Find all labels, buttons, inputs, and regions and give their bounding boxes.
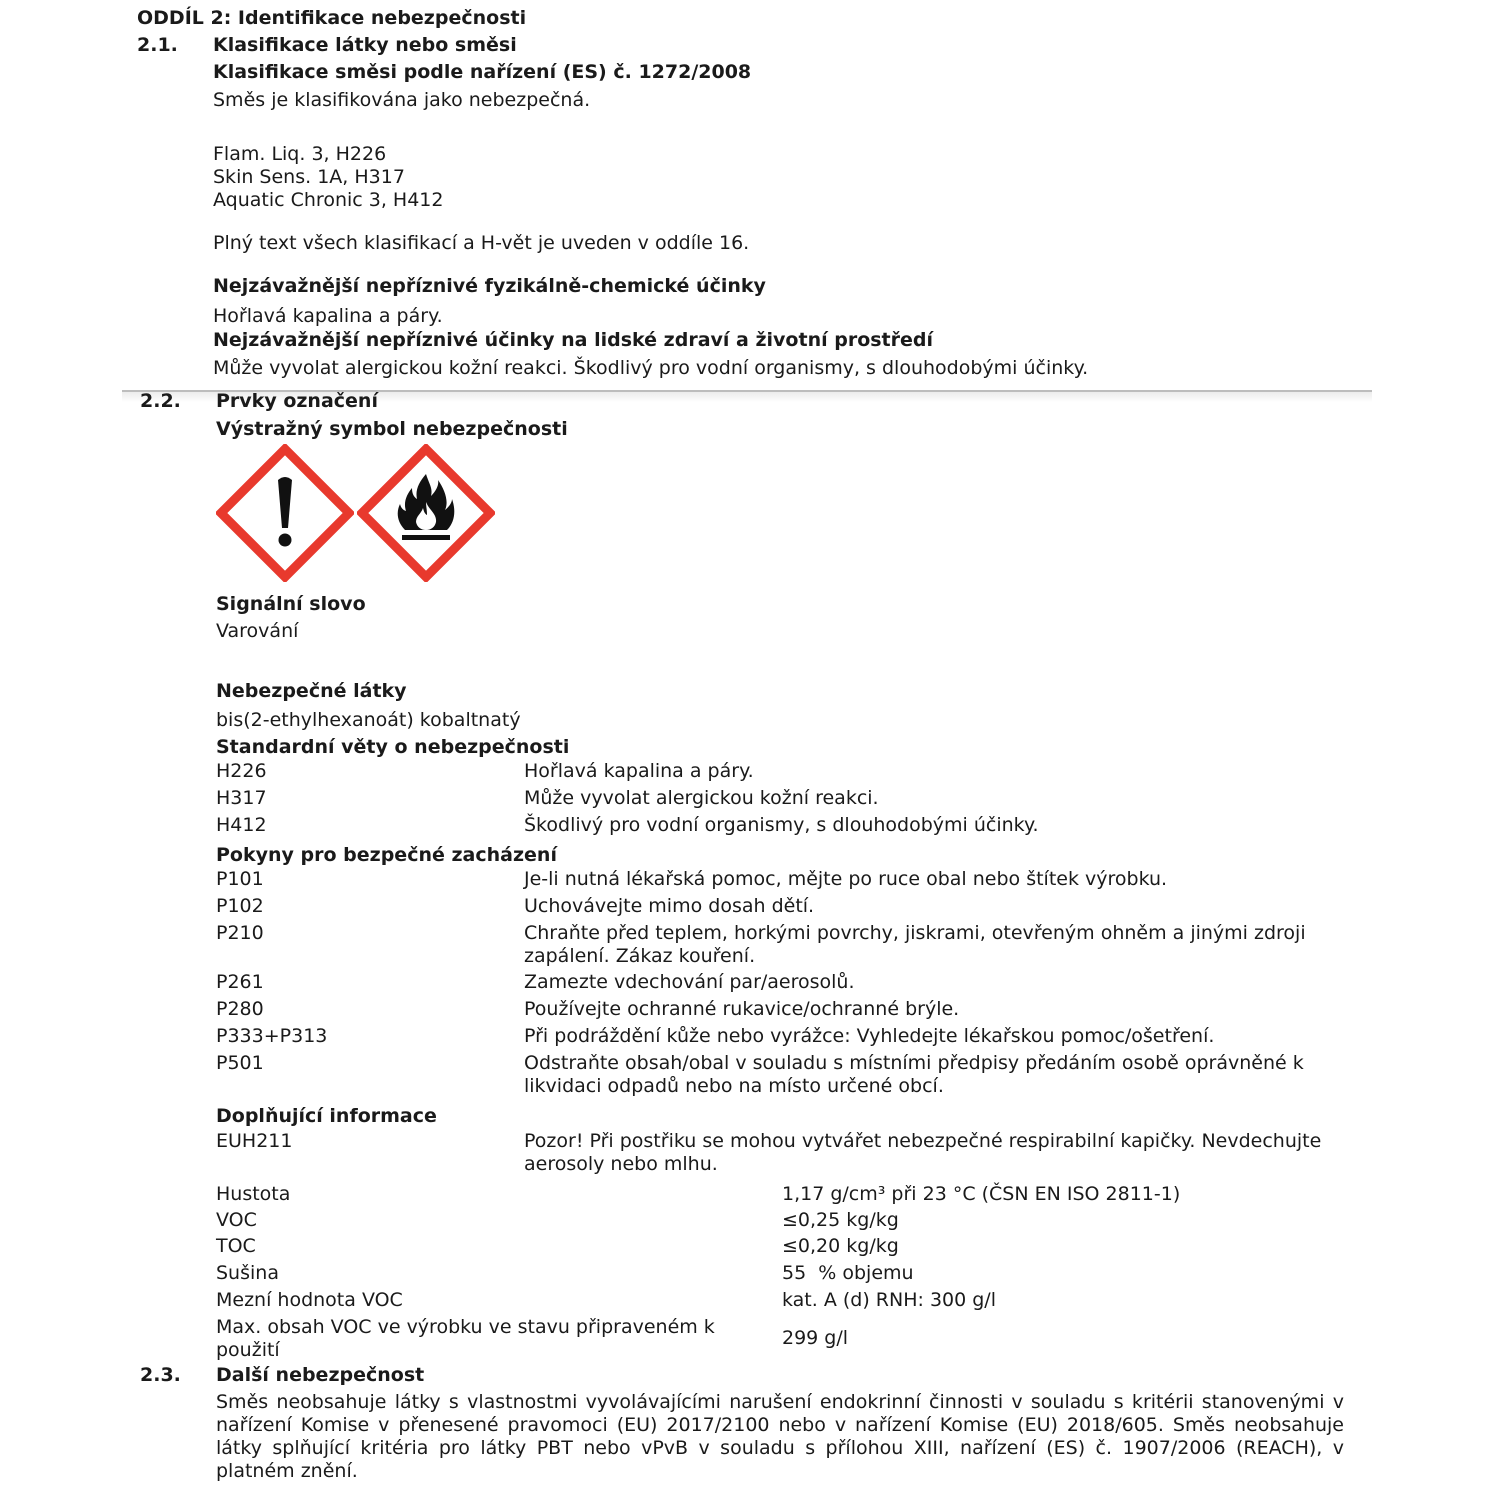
section-title: ODDÍL 2: Identifikace nebezpečnosti — [137, 7, 527, 29]
property-value: ≤0,20 kg/kg — [782, 1235, 899, 1257]
classification-item: Skin Sens. 1A, H317 — [213, 166, 405, 188]
p-statement-code: P280 — [216, 998, 264, 1020]
property-label: Max. obsah VOC ve výrobku ve stavu připraveném k použití — [216, 1316, 715, 1361]
euh-statement-code: EUH211 — [216, 1130, 293, 1152]
property-value: 55 % objemu — [782, 1262, 914, 1284]
property-label: Mezní hodnota VOC — [216, 1289, 403, 1311]
property-value: kat. A (d) RNH: 300 g/l — [782, 1289, 996, 1311]
h-statement-text: Škodlivý pro vodní organismy, s dlouhodobými účinky. — [524, 814, 1039, 836]
physchem-text: Hořlavá kapalina a páry. — [213, 305, 443, 327]
p-statement-text: Odstraňte obsah/obal v souladu s místními předpisy předáním osobě oprávněné k likvidaci odpadů nebo na místo určené obcí. — [524, 1052, 1304, 1097]
pictogram-heading: Výstražný symbol nebezpečnosti — [216, 418, 568, 440]
classification-regulation-heading: Klasifikace směsi podle nařízení (ES) č. 1272/2008 — [213, 61, 752, 83]
h-statement-code: H317 — [216, 787, 267, 809]
property-value: ≤0,25 kg/kg — [782, 1209, 899, 1231]
health-heading: Nejzávažnější nepříznivé účinky na lidské zdraví a životní prostředí — [213, 329, 934, 351]
classification-statement: Směs je klasifikována jako nebezpečná. — [213, 89, 591, 111]
supplemental-info-heading: Doplňující informace — [216, 1105, 437, 1127]
p-statement-code: P102 — [216, 895, 264, 917]
section-2-1-number: 2.1. — [137, 34, 178, 56]
section-2-3-number: 2.3. — [140, 1364, 181, 1386]
ghs02-flame-icon — [357, 444, 495, 582]
p-statement-code: P101 — [216, 868, 264, 890]
h-statement-text: Může vyvolat alergickou kožní reakci. — [524, 787, 879, 809]
fulltext-note: Plný text všech klasifikací a H-vět je uveden v oddíle 16. — [213, 232, 750, 254]
p-statement-text: Zamezte vdechování par/aerosolů. — [524, 971, 855, 993]
p-statement-code: P261 — [216, 971, 264, 993]
euh-statement-text: Pozor! Při postřiku se mohou vytvářet nebezpečné respirabilní kapičky. Nevdechujte aerosoly nebo mlhu. — [524, 1130, 1322, 1175]
p-statements-heading: Pokyny pro bezpečné zacházení — [216, 844, 557, 866]
h-statement-code: H226 — [216, 760, 267, 782]
p-statement-text: Uchovávejte mimo dosah dětí. — [524, 895, 815, 917]
property-label: Sušina — [216, 1262, 279, 1284]
p-statement-code: P501 — [216, 1052, 264, 1074]
section-2-3-title: Další nebezpečnost — [216, 1364, 425, 1386]
property-value: 299 g/l — [782, 1327, 849, 1349]
p-statement-text: Při podráždění kůže nebo vyrážce: Vyhledejte lékařskou pomoc/ošetření. — [524, 1025, 1215, 1047]
p-statement-text: Používejte ochranné rukavice/ochranné brýle. — [524, 998, 960, 1020]
property-label: VOC — [216, 1209, 257, 1231]
h-statement-code: H412 — [216, 814, 267, 836]
property-label: TOC — [216, 1235, 256, 1257]
h-statements-heading: Standardní věty o nebezpečnosti — [216, 736, 570, 758]
physchem-heading: Nejzávažnější nepříznivé fyzikálně-chemické účinky — [213, 275, 766, 297]
signal-word-heading: Signální slovo — [216, 593, 366, 615]
p-statement-text: Je-li nutná lékařská pomoc, mějte po ruce obal nebo štítek výrobku. — [524, 868, 1168, 890]
p-statement-code: P210 — [216, 922, 264, 944]
property-label: Hustota — [216, 1183, 291, 1205]
further-hazards-text: Směs neobsahuje látky s vlastnostmi vyvolávajícími narušení endokrinní činnosti v souladu s kritérii stanovenými v nařízení Komise v přenesené pravomoci (EU) 2017/2100 nebo v nařízení Komise (EU) 2018/605. Směs neobsahuje látky splňující kritéria pro látky PBT nebo vPvB v souladu s přílohou XIII, nařízení (ES) č. 1907/2006 (REACH), v platném znění. — [216, 1391, 1344, 1482]
section-2-2-number: 2.2. — [140, 390, 181, 412]
hazardous-substance: bis(2-ethylhexanoát) kobaltnatý — [216, 709, 521, 731]
p-statement-code: P333+P313 — [216, 1025, 328, 1047]
h-statement-text: Hořlavá kapalina a páry. — [524, 760, 754, 782]
property-value: 1,17 g/cm³ při 23 °C (ČSN EN ISO 2811-1) — [782, 1183, 1181, 1205]
hazardous-substances-heading: Nebezpečné látky — [216, 680, 407, 702]
signal-word: Varování — [216, 620, 299, 642]
p-statement-text: Chraňte před teplem, horkými povrchy, jiskrami, otevřeným ohněm a jinými zdroji zapálení. Zákaz kouření. — [524, 922, 1306, 967]
ghs07-exclamation-icon — [216, 444, 354, 582]
section-2-2-title: Prvky označení — [216, 390, 378, 412]
classification-item: Flam. Liq. 3, H226 — [213, 143, 387, 165]
health-text: Může vyvolat alergickou kožní reakci. Škodlivý pro vodní organismy, s dlouhodobými účinky. — [213, 357, 1089, 379]
classification-item: Aquatic Chronic 3, H412 — [213, 189, 444, 211]
section-2-1-title: Klasifikace látky nebo směsi — [213, 34, 517, 56]
